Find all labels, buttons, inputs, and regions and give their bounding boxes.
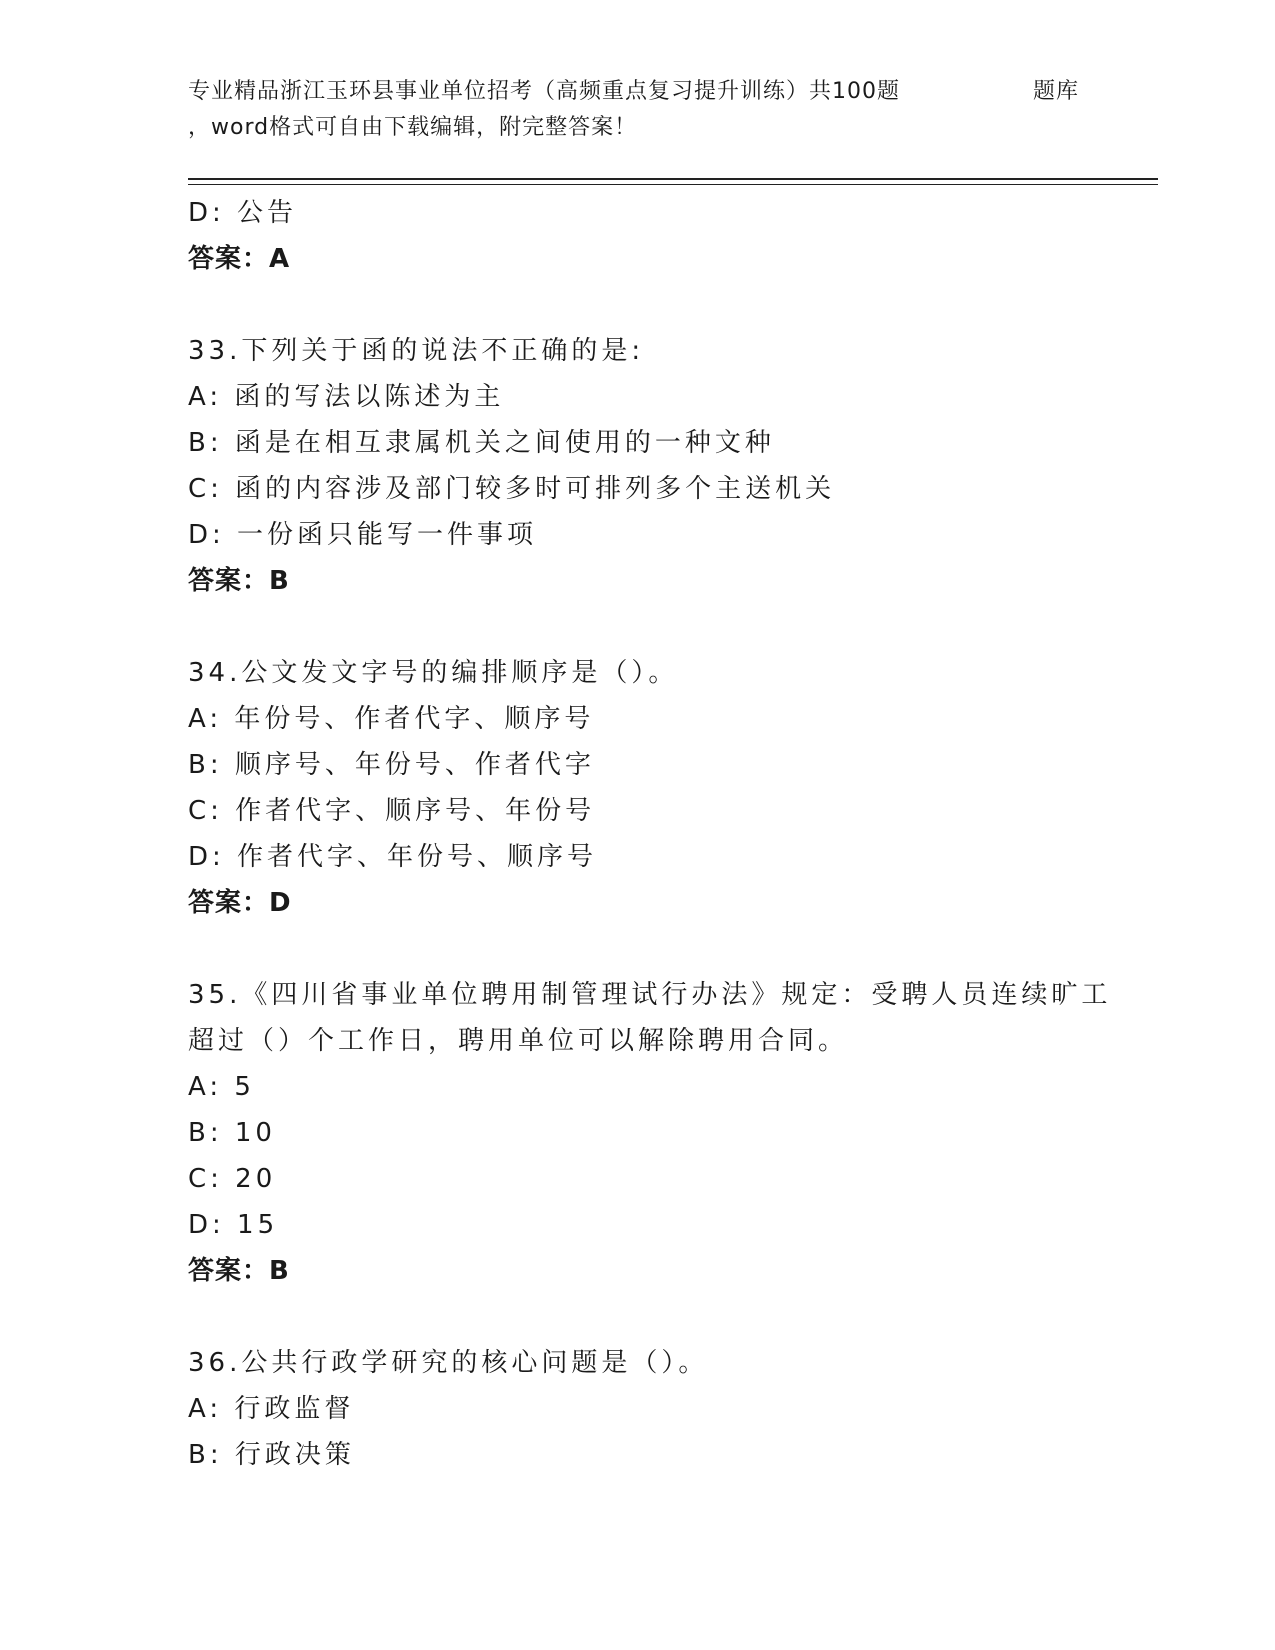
page-header	[188, 74, 1158, 146]
option-d: D: 15	[188, 1210, 279, 1240]
option-a: A: 5	[188, 1072, 255, 1102]
option-c: C: 函的内容涉及部门较多时可排列多个主送机关	[188, 474, 836, 504]
question-stem: 33.下列关于函的说法不正确的是:	[188, 336, 645, 366]
header-divider-thin	[188, 184, 1158, 185]
option-a: A: 函的写法以陈述为主	[188, 382, 505, 412]
question-stem: 34.公文发文字号的编排顺序是（）。	[188, 658, 679, 688]
question-stem-line-1: 35.《四川省事业单位聘用制管理试行办法》规定：受聘人员连续旷工	[188, 980, 1112, 1010]
question-35	[188, 972, 1158, 1294]
header-subtitle: ，word格式可自由下载编辑，附完整答案！	[188, 115, 638, 140]
question-33	[188, 328, 1158, 604]
answer: 答案：D	[188, 888, 292, 918]
spacer	[188, 604, 1158, 650]
header-title-line	[188, 74, 1158, 110]
option-b: B: 行政决策	[188, 1440, 355, 1470]
option-a: A: 年份号、作者代字、顺序号	[188, 704, 595, 734]
spacer	[188, 1294, 1158, 1340]
spacer	[188, 926, 1158, 972]
header-tag: 题库	[1033, 79, 1080, 104]
option-c: C: 20	[188, 1164, 277, 1194]
option-c: C: 作者代字、顺序号、年份号	[188, 796, 596, 826]
spacer	[188, 282, 1158, 328]
option-a: A: 行政监督	[188, 1394, 355, 1424]
option-b: B: 顺序号、年份号、作者代字	[188, 750, 595, 780]
answer: 答案：B	[188, 566, 290, 596]
question-36	[188, 1340, 1158, 1478]
option-d: D: 一份函只能写一件事项	[188, 520, 538, 550]
option-d: D: 公告	[188, 198, 298, 228]
answer: 答案：A	[188, 244, 291, 274]
question-34	[188, 650, 1158, 926]
option-d: D: 作者代字、年份号、顺序号	[188, 842, 598, 872]
question-stem-line-2: 超过（）个工作日，聘用单位可以解除聘用合同。	[188, 1026, 849, 1056]
question-32-tail	[188, 190, 1158, 282]
answer: 答案：B	[188, 1256, 290, 1286]
option-b: B: 10	[188, 1118, 276, 1148]
question-stem: 36.公共行政学研究的核心问题是（）。	[188, 1348, 709, 1378]
option-b: B: 函是在相互隶属机关之间使用的一种文种	[188, 428, 775, 458]
document-body	[188, 190, 1158, 1478]
header-divider-thick	[188, 178, 1158, 180]
header-title: 专业精品浙江玉环县事业单位招考（高频重点复习提升训练）共100题	[188, 79, 900, 104]
